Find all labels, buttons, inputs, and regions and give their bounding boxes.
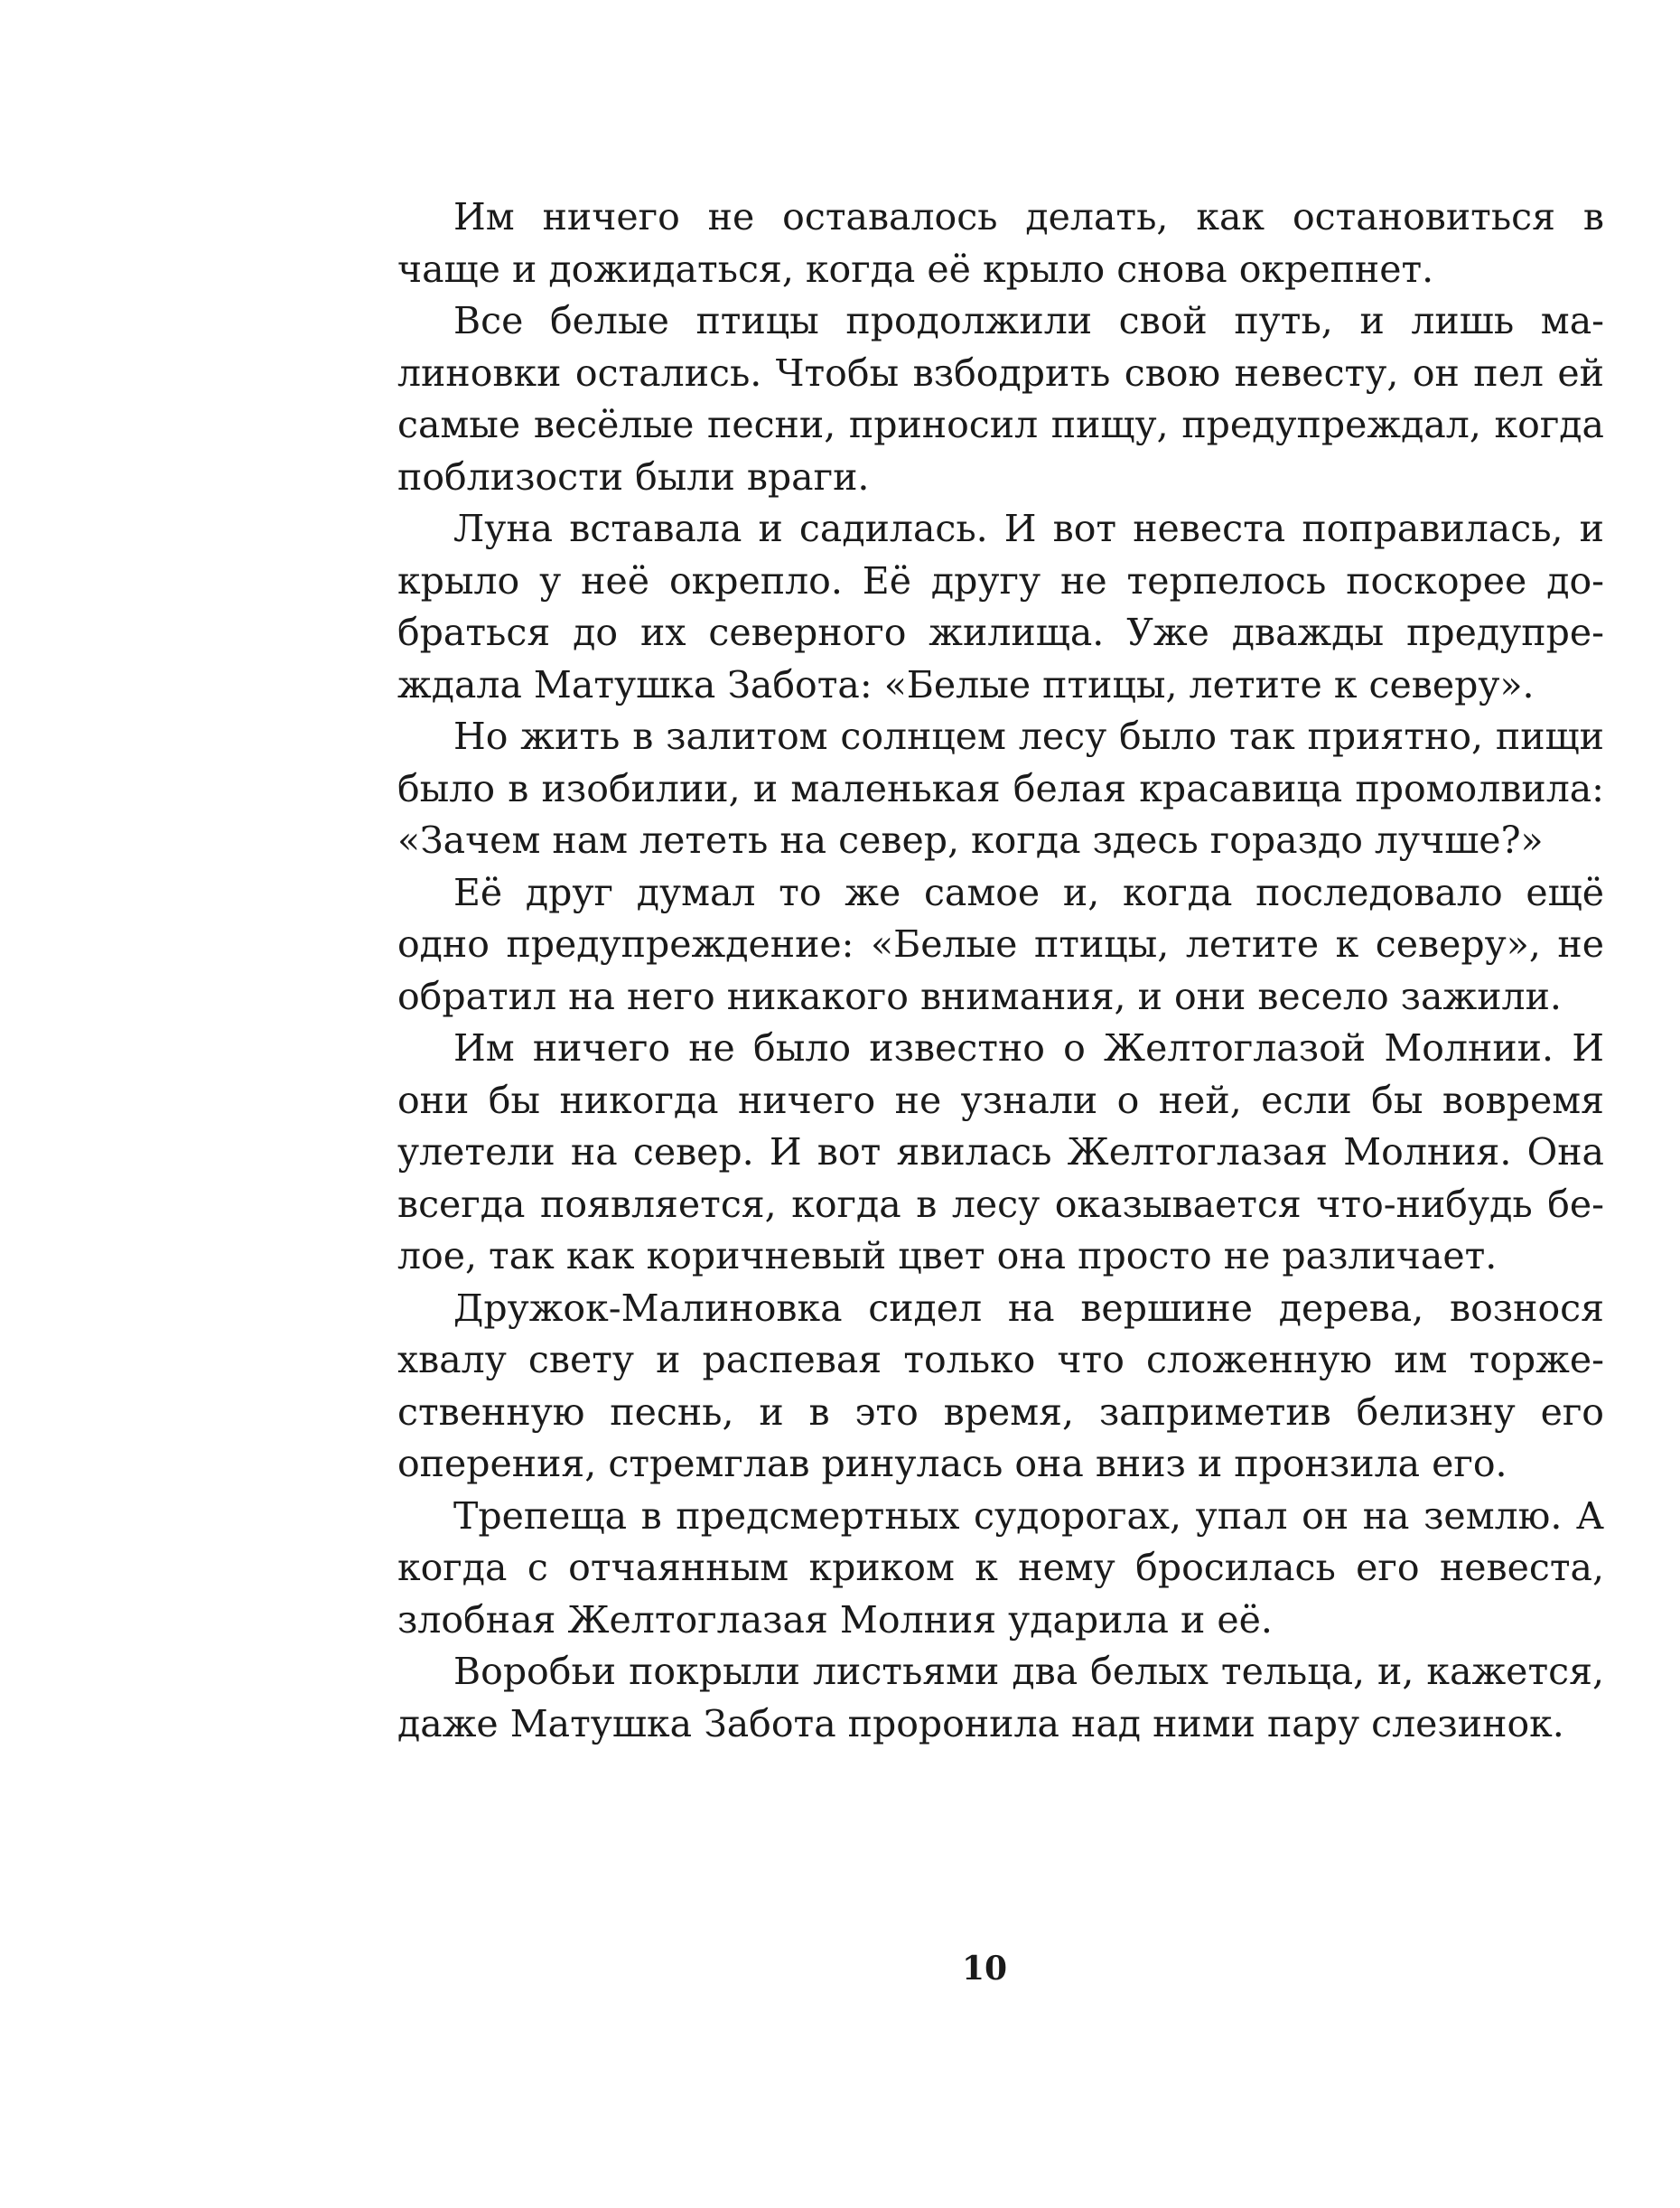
paragraph-5: Её друг думал то же самое и, когда последовало ещё одно предупреждение: «Белые птицы, летите к северу», не обратил на него никакого внимания, и они весело зажили. (397, 870, 1604, 1018)
page-number: 10 (961, 1950, 1008, 1988)
paragraph-4: Но жить в залитом солнцем лесу было так приятно, пищи было в изобилии, и маленькая белая красавица промолвила: «Зачем нам лететь на север, когда здесь гораздо лучше?» (397, 715, 1604, 862)
paragraph-6: Им ничего не было известно о Желтоглазой Молнии. И они бы никогда ничего не узнали о ней, если бы вовремя улетели на север. И вот явилась Желтоглазая Молния. Она всегда появляется, когда в лесу оказывается что-нибудь белое, так как коричневый цвет она просто не различает. (397, 1026, 1604, 1277)
paragraph-8: Трепеща в предсмертных судорогах, упал он на землю. А когда с отчаянным криком к нему бросилась его невеста, злобная Желтоглазая Молния ударила и её. (397, 1493, 1604, 1642)
paragraph-7: Дружок-Малиновка сидел на вершине дерева, вознося хвалу свету и распевая только что сложенную им торжественную песнь, и в это время, заприметив белизну его оперения, стремглав ринулась она вниз и пронзила его. (397, 1286, 1604, 1485)
paragraph-2: Все белые птицы продолжили свой путь, и лишь малиновки остались. Чтобы взбодрить свою невесту, он пел ей самые весёлые песни, приносил пищу, предупреждал, когда поблизости были враги. (397, 299, 1604, 499)
paragraph-1: Им ничего не оставалось делать, как остановиться в чаще и дожидаться, когда её крыло снова окрепнет. (397, 195, 1604, 291)
paragraph-3: Луна вставала и садилась. И вот невеста поправилась, и крыло у неё окрепло. Её другу не терпелось поскорее добраться до их северного жилища. Уже дважды предупреждала Матушка Забота: «Белые птицы, летите к северу». (397, 507, 1604, 706)
body-text (397, 192, 1604, 1750)
paragraph-9: Воробьи покрыли листьями два белых тельца, и, кажется, даже Матушка Забота проронила над ними пару слезинок. (397, 1650, 1604, 1745)
